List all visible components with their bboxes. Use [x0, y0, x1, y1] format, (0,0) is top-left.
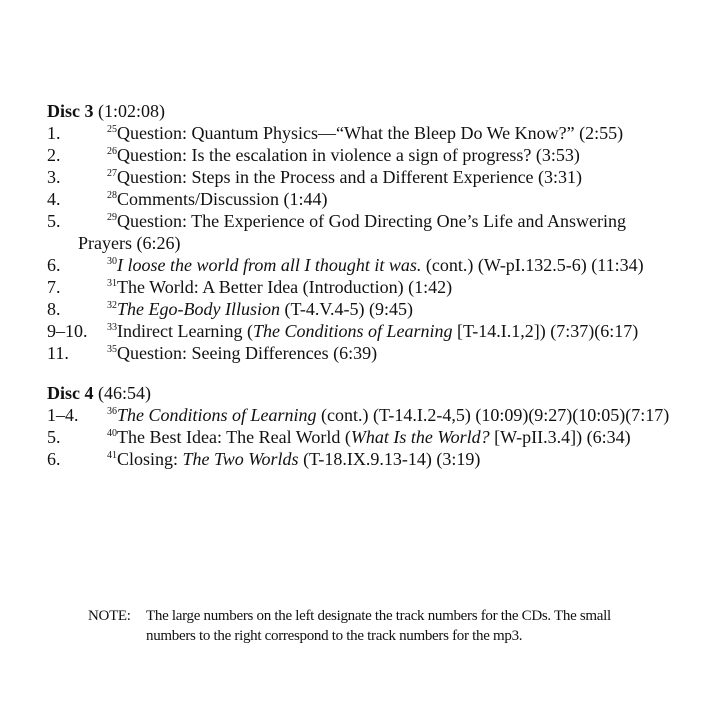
disc-4-duration: (46:54)	[98, 383, 151, 403]
mp3-track-number: 30	[107, 256, 117, 267]
disc-3-duration: (1:02:08)	[98, 101, 165, 121]
track-title-italic: What Is the World?	[350, 427, 490, 447]
mp3-track-number: 26	[107, 146, 117, 157]
track-title: [T-14.I.1,2]) (7:37)(6:17)	[452, 321, 639, 341]
cd-track-number: 1.	[47, 123, 61, 143]
track-title: (cont.) (W-pI.132.5-6) (11:34)	[421, 255, 644, 275]
mp3-track-number: 25	[107, 124, 117, 135]
track-row	[47, 254, 707, 276]
mp3-track-number: 27	[107, 168, 117, 179]
track-title: (T-4.V.4-5) (9:45)	[279, 299, 413, 319]
track-title: Indirect Learning (	[117, 321, 253, 341]
disc-3-section	[47, 100, 707, 364]
cd-track-number: 6.	[47, 449, 61, 469]
track-row	[47, 166, 707, 188]
track-title: [W-pII.3.4]) (6:34)	[489, 427, 631, 447]
note-label: NOTE:	[88, 608, 131, 624]
track-title-line-2: Prayers (6:26)	[78, 233, 181, 253]
cd-track-number: 3.	[47, 167, 61, 187]
mp3-track-number: 31	[107, 278, 117, 289]
mp3-track-number: 28	[107, 190, 117, 201]
disc-4-heading	[47, 382, 707, 404]
track-title: Question: Is the escalation in violence a sign of progress? (3:53)	[117, 145, 580, 165]
track-title-italic: The Conditions of Learning	[117, 405, 317, 425]
track-title: Question: Seeing Differences (6:39)	[117, 343, 378, 363]
disc-3-label: Disc 3	[47, 101, 94, 121]
track-title: Comments/Discussion (1:44)	[117, 189, 328, 209]
track-title: Question: Steps in the Process and a Different Experience (3:31)	[117, 167, 583, 187]
track-title-italic: The Ego-Body Illusion	[117, 299, 280, 319]
mp3-track-number: 29	[107, 212, 117, 223]
track-title: The World: A Better Idea (Introduction) (1:42)	[117, 277, 453, 297]
track-row	[47, 404, 707, 426]
track-title-italic: The Conditions of Learning	[252, 321, 453, 341]
disc-4-label: Disc 4	[47, 383, 94, 403]
cd-track-number: 6.	[47, 255, 61, 275]
track-title: (T-18.IX.9.13-14) (3:19)	[298, 449, 481, 469]
cd-track-number: 4.	[47, 189, 61, 209]
track-title: Question: Quantum Physics—“What the Bleep Do We Know?” (2:55)	[117, 123, 624, 143]
track-row	[47, 426, 707, 448]
footnote	[88, 606, 648, 646]
track-row	[47, 276, 707, 298]
mp3-track-number: 41	[107, 450, 117, 461]
mp3-track-number: 32	[107, 300, 117, 311]
track-title-italic: The Two Worlds	[182, 449, 299, 469]
disc-3-heading	[47, 100, 707, 122]
mp3-track-number: 35	[107, 344, 117, 355]
cd-track-number: 7.	[47, 277, 61, 297]
track-row	[47, 342, 707, 364]
cd-track-number: 5.	[47, 211, 61, 231]
track-row	[47, 298, 707, 320]
disc-4-section	[47, 382, 707, 470]
track-row	[47, 320, 707, 342]
track-row	[47, 448, 707, 470]
track-title-italic: I loose the world from all I thought it was.	[117, 255, 422, 275]
cd-track-number: 2.	[47, 145, 61, 165]
cd-track-number: 1–4.	[47, 405, 79, 425]
cd-track-number: 8.	[47, 299, 61, 319]
mp3-track-number: 40	[107, 428, 117, 439]
mp3-track-number: 33	[107, 322, 117, 333]
track-title-line-1: Question: The Experience of God Directing One’s Life and Answering	[117, 211, 627, 231]
track-row	[47, 188, 707, 210]
track-row	[47, 144, 707, 166]
cd-track-number: 11.	[47, 343, 69, 363]
cd-track-number: 9–10.	[47, 321, 88, 341]
cd-track-number: 5.	[47, 427, 61, 447]
track-title: Closing:	[117, 449, 183, 469]
track-row	[47, 210, 707, 254]
note-text: The large numbers on the left designate the track numbers for the CDs. The small numbers to the right correspond to the track numbers for the mp3.	[146, 608, 611, 644]
track-title: (cont.) (T-14.I.2-4,5) (10:09)(9:27)(10:05)(7:17)	[316, 405, 670, 425]
track-row	[47, 122, 707, 144]
mp3-track-number: 36	[107, 406, 117, 417]
track-title: The Best Idea: The Real World (	[117, 427, 351, 447]
